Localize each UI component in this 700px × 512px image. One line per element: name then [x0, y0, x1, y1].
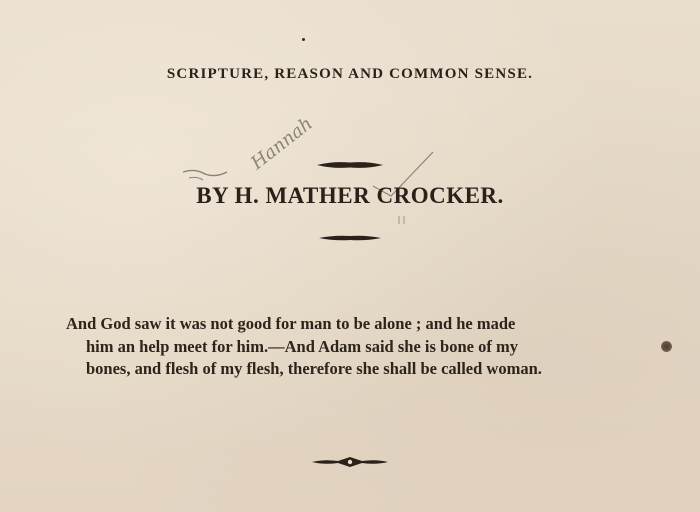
ornamental-rule-bottom — [0, 456, 700, 468]
author-line: BY H. MATHER CROCKER. — [196, 183, 504, 208]
ornamental-rule-middle — [0, 232, 700, 244]
pencil-note: Hannah — [247, 113, 317, 174]
ornament-flourish-icon — [310, 456, 390, 468]
running-title: SCRIPTURE, REASON AND COMMON SENSE. — [166, 66, 534, 82]
epigraph-line: And God saw it was not good for man to be alone ; and he made — [66, 314, 516, 333]
ink-blot — [661, 341, 672, 352]
ink-speck — [302, 38, 305, 41]
ornament-rule-icon — [317, 232, 383, 244]
pencil-annotation — [175, 108, 435, 228]
epigraph — [66, 313, 641, 381]
show-through-text — [60, 0, 660, 120]
epigraph-line: bones, and flesh of my flesh, therefore she shall be called woman. — [86, 359, 542, 378]
epigraph-line: him an help meet for him.—And Adam said she is bone of my — [86, 336, 518, 356]
